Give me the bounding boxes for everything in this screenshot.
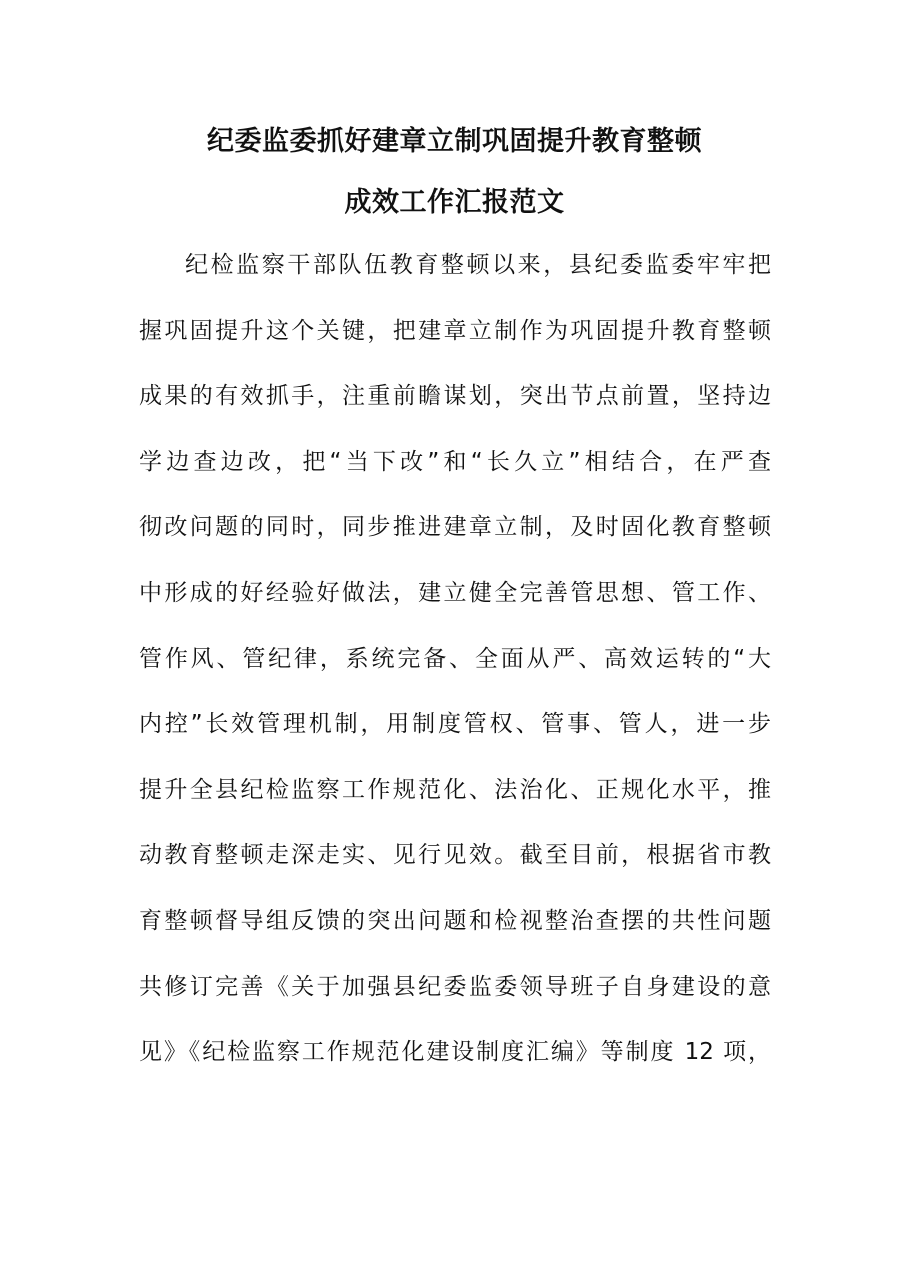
paragraph-line: 共修订完善《关于加强县纪委监委领导班子自身建设的意 — [139, 973, 771, 1000]
paragraph-line: 管作风、管纪律，系统完备、全面从严、高效运转的“大 — [139, 645, 771, 672]
paragraph-line: 中形成的好经验好做法，建立健全完善管思想、管工作、 — [139, 579, 771, 606]
paragraph-line: 动教育整顿走深走实、见行见效。截至目前，根据省市教 — [139, 842, 771, 869]
document-title-line-2: 成效工作汇报范文 — [344, 187, 565, 218]
paragraph-line: 纪检监察干部队伍教育整顿以来，县纪委监委牢牢把 — [185, 252, 771, 278]
paragraph-line: 内控”长效管理机制，用制度管权、管事、管人，进一步 — [139, 711, 771, 738]
paragraph-line: 学边查边改，把“当下改”和“长久立”相结合，在严查 — [139, 448, 771, 475]
paragraph-line: 见》《纪检监察工作规范化建设制度汇编》等制度 12 项， — [139, 1039, 771, 1066]
paragraph-line: 握巩固提升这个关键，把建章立制作为巩固提升教育整顿 — [139, 317, 771, 344]
paragraph-line: 提升全县纪检监察工作规范化、法治化、正规化水平，推 — [139, 776, 771, 803]
document-body — [139, 240, 771, 1093]
paragraph-line: 彻改问题的同时，同步推进建章立制，及时固化教育整顿 — [139, 514, 771, 541]
paragraph-line: 成果的有效抓手，注重前瞻谋划，突出节点前置，坚持边 — [139, 383, 771, 410]
paragraph-line: 育整顿督导组反馈的突出问题和检视整治查摆的共性问题 — [139, 907, 771, 934]
document-title-line-1: 纪委监委抓好建章立制巩固提升教育整顿 — [207, 126, 702, 157]
